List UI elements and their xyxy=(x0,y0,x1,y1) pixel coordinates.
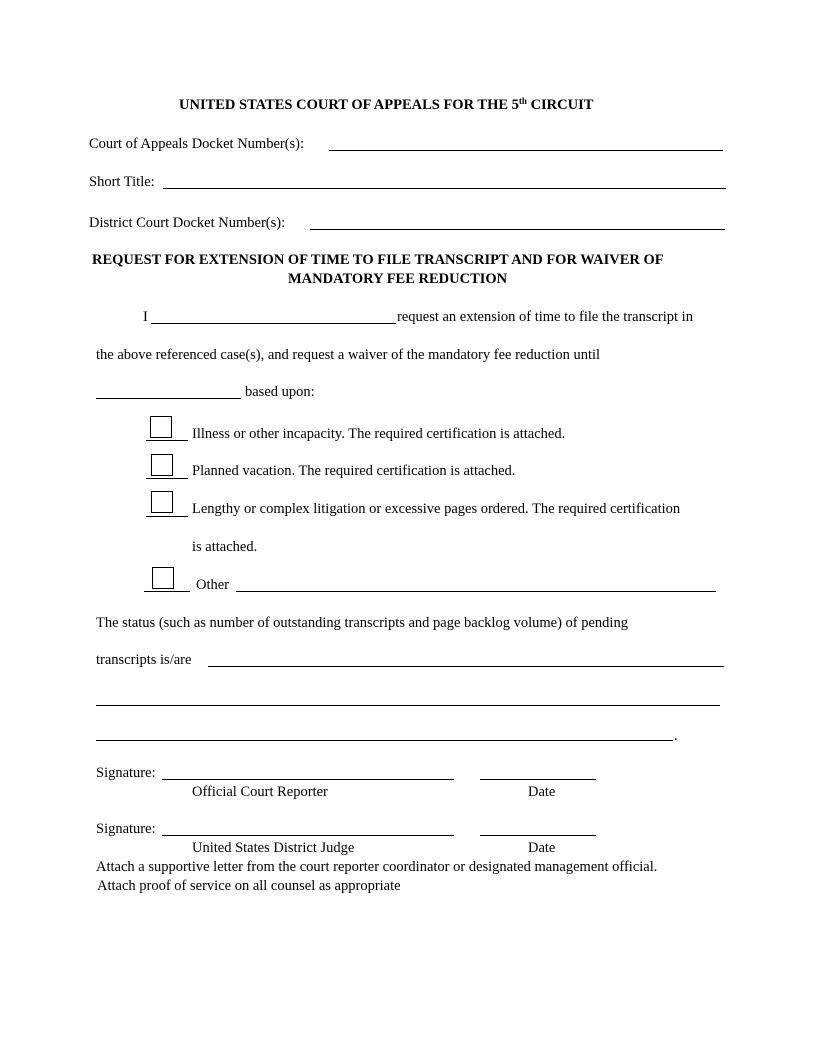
lengthy-underline xyxy=(146,516,188,517)
judge-date-caption: Date xyxy=(528,840,556,856)
reporter-caption: Official Court Reporter xyxy=(192,784,328,800)
illness-underline xyxy=(146,440,188,441)
status-line2-label: transcripts is/are xyxy=(96,652,192,668)
other-option-label: Other xyxy=(196,577,230,593)
until-date-field[interactable] xyxy=(96,398,241,399)
district-docket-field[interactable] xyxy=(310,229,725,230)
other-checkbox[interactable] xyxy=(152,567,174,589)
reporter-name-field[interactable] xyxy=(151,323,396,324)
title-text-end: CIRCUIT xyxy=(526,97,594,113)
lengthy-option-label: Lengthy or complex litigation or excessive pages ordered. The required certification xyxy=(192,501,681,517)
vacation-option-label: Planned vacation. The required certification is attached. xyxy=(192,463,516,479)
appeals-docket-label: Court of Appeals Docket Number(s): xyxy=(89,136,305,152)
judge-signature-label: Signature: xyxy=(96,821,156,837)
reporter-date-caption: Date xyxy=(528,784,556,800)
short-title-label: Short Title: xyxy=(89,174,155,190)
status-end-period: . xyxy=(674,728,678,744)
lengthy-option-label-cont: is attached. xyxy=(192,539,258,555)
body-based-upon: based upon: xyxy=(245,384,315,400)
lengthy-checkbox[interactable] xyxy=(151,491,173,513)
vacation-underline xyxy=(146,478,188,479)
other-underline xyxy=(144,591,190,592)
illness-option-label: Illness or other incapacity. The required certification is attached. xyxy=(192,426,566,442)
request-heading-line1: REQUEST FOR EXTENSION OF TIME TO FILE TRANSCRIPT AND FOR WAIVER OF xyxy=(92,252,664,268)
vacation-checkbox[interactable] xyxy=(151,454,173,476)
title-superscript: th xyxy=(518,96,527,106)
reporter-signature-label: Signature: xyxy=(96,765,156,781)
note-line1: Attach a supportive letter from the court reporter coordinator or designated management official. xyxy=(96,859,658,875)
body-i: I xyxy=(143,309,148,325)
body-request-text: request an extension of time to file the transcript in xyxy=(397,309,693,325)
other-reason-field[interactable] xyxy=(236,591,716,592)
reporter-signature-field[interactable] xyxy=(162,779,454,780)
judge-caption: United States District Judge xyxy=(192,840,355,856)
reporter-date-field[interactable] xyxy=(480,779,596,780)
title-text: UNITED STATES COURT OF APPEALS FOR THE 5 xyxy=(179,97,519,113)
short-title-field[interactable] xyxy=(163,188,726,189)
district-docket-label: District Court Docket Number(s): xyxy=(89,215,286,231)
status-line1: The status (such as number of outstanding transcripts and page backlog volume) of pending xyxy=(96,615,628,631)
note-line2: Attach proof of service on all counsel as appropriate xyxy=(97,878,401,894)
status-field-3[interactable] xyxy=(96,740,673,741)
form-title xyxy=(179,98,593,113)
request-heading-line2: MANDATORY FEE REDUCTION xyxy=(288,271,508,287)
judge-signature-field[interactable] xyxy=(162,835,454,836)
status-field-2[interactable] xyxy=(96,705,720,706)
appeals-docket-field[interactable] xyxy=(329,150,723,151)
illness-checkbox[interactable] xyxy=(150,416,172,438)
status-field-1[interactable] xyxy=(208,666,724,667)
body-line2: the above referenced case(s), and request a waiver of the mandatory fee reduction until xyxy=(96,347,601,363)
judge-date-field[interactable] xyxy=(480,835,596,836)
